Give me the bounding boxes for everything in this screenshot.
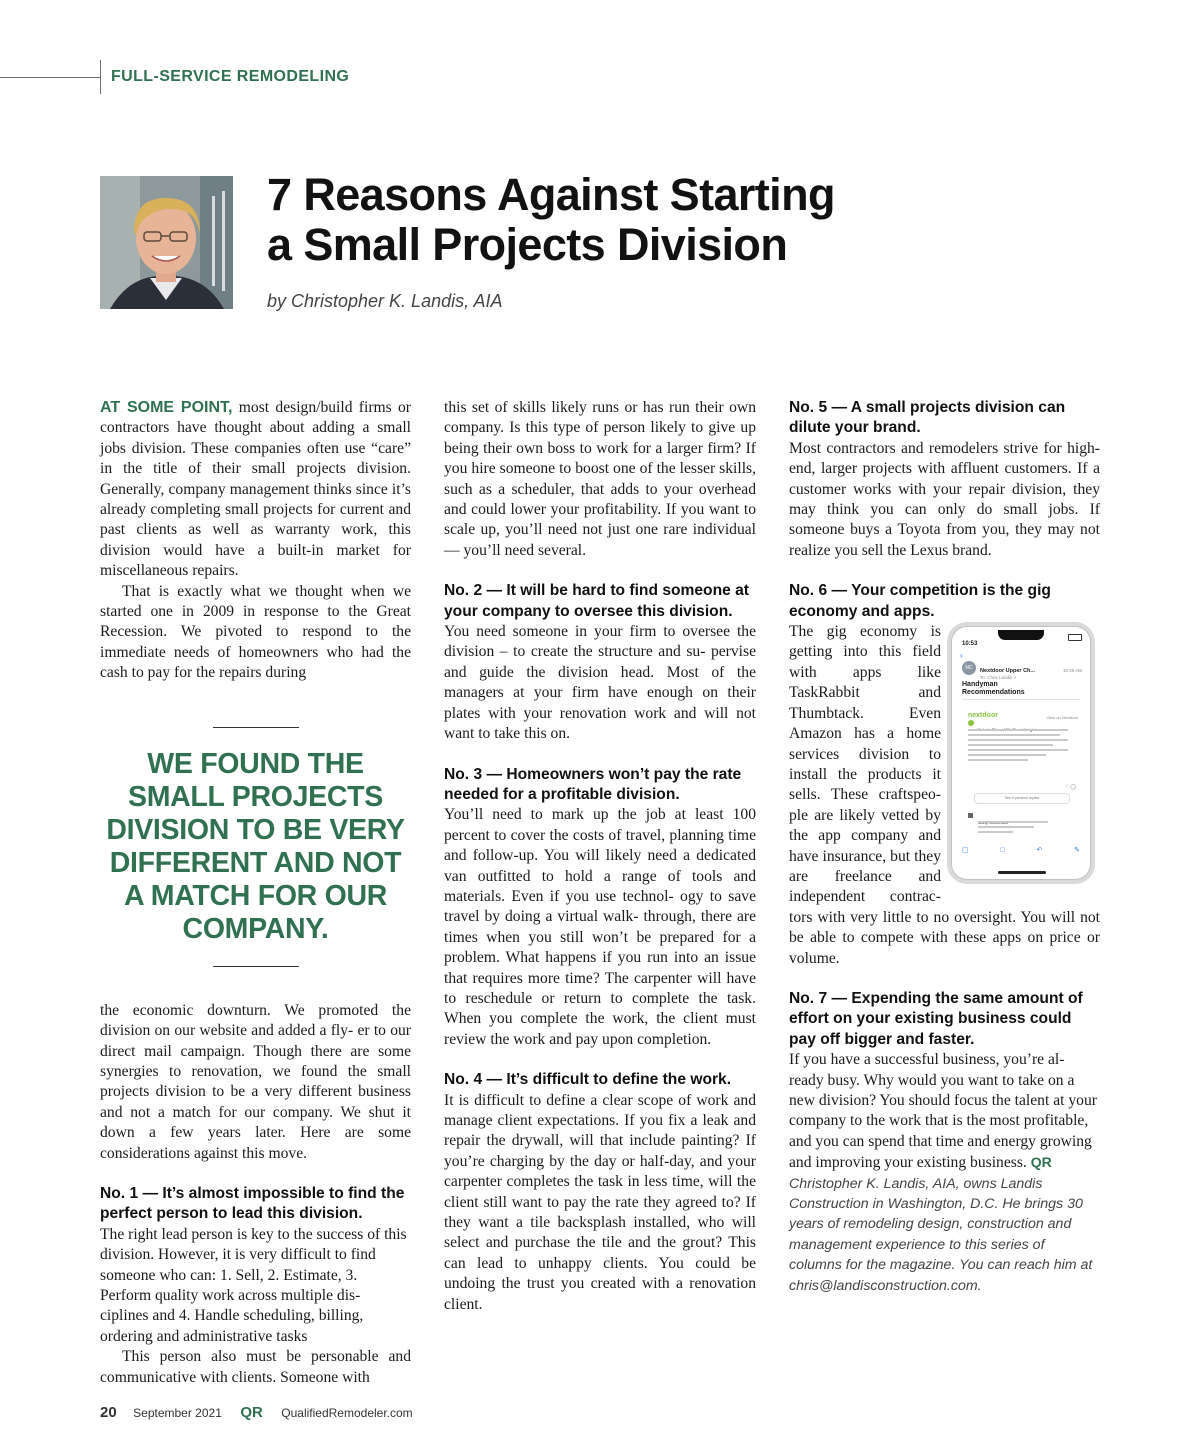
- article-title-line2: a Small Projects Division: [267, 219, 788, 270]
- reason-6-paragraph: The gig economy is getting into this field with apps like TaskRabbit and Thumbtack. Even Amazon has a home services division to install the products it sells. These craftspeo- ple are likely vetted by the app company and have insurance, but they are freelance and independent contrac- tors with very little to no oversight. You will not be able to compete with these apps on price or volume.: [789, 623, 1100, 967]
- folder-icon[interactable]: □: [1000, 846, 1005, 854]
- section-label: FULL-SERVICE REMODELING: [111, 68, 350, 85]
- intro-paragraph-2: That is exactly what we thought when we started one in 2009 in response to the Great Recession. We pivoted to respond to the immediate needs of homeowners who had the cash to pay for the repairs during: [100, 582, 411, 682]
- section-rule: [0, 77, 100, 78]
- column-3: [789, 398, 1100, 1296]
- reason-6-heading: No. 6 — Your competition is the gig economy and apps.: [789, 582, 1051, 620]
- reason-2-paragraph: You need someone in your firm to oversee the division – to create the structure and su- pervise and guide the division head. Most of the managers at your firm have enough on their plates with your renovation work and will not want to take this on.: [444, 623, 756, 743]
- compose-icon[interactable]: ✎: [1074, 846, 1080, 854]
- pull-quote-text: WE FOUND THE SMALL PROJECTS DIVISION TO BE VERY DIFFERENT AND NOT A MATCH FOR OUR COMPANY.: [106, 747, 405, 945]
- reason-5-paragraph: Most contractors and remodelers strive for high-end, larger projects with affluent customers. If a customer works with your repair division, they may think you can only do small jobs. If someone buys a Toyota from you, they may not realize you sell the Lexus brand.: [789, 439, 1100, 559]
- reason-2-heading: No. 2 — It will be hard to find someone at your company to oversee this division.: [444, 582, 749, 620]
- email-recipient: To: Chris Landis >: [980, 675, 1017, 681]
- magazine-logo: QR: [240, 1404, 263, 1421]
- reason-3-paragraph: You’ll need to mark up the job at least 100 percent to cover the costs of travel, planning time and follow-up. You will likely need a dedicated van outfitted to hold a range of tools and materials. Even if you use technol- ogy to save travel by doing a virtual walk- through, there are times when you still won’t be prepared for a problem. What happens if you run into an issue that requires more time? The carpenter will have to reschedule or return to complete the task. When you complete the work, the client must review the work and pay upon completion.: [444, 806, 756, 1048]
- reason-7-paragraph: [789, 1050, 1100, 1173]
- reason-3-heading: No. 3 — Homeowners won’t pay the rate needed for a profitable division.: [444, 765, 742, 803]
- magazine-website: QualifiedRemodeler.com: [281, 1406, 413, 1420]
- email-subject-line1: Handyman: [962, 681, 998, 689]
- reason-5-heading: No. 5 — A small projects division can dilute your brand.: [789, 399, 1066, 437]
- sender-avatar: NC: [962, 661, 976, 675]
- email-subject: [962, 681, 1025, 697]
- article-title-line1: 7 Reasons Against Starting: [267, 169, 835, 220]
- reply-icon[interactable]: ↶: [1036, 846, 1043, 854]
- see-replies-button[interactable]: See 9 previous replies: [974, 793, 1070, 804]
- nextdoor-logo: nextdoor: [968, 712, 998, 720]
- reason-1-heading: No. 1 — It’s almost impossible to find the perfect person to lead this division.: [100, 1184, 405, 1223]
- intro-paragraph-3: the economic downturn. We promoted the division on our website and added a fly- er to our direct mail campaign. Though there are some synergies to renovation, we found the small projects division to be a very different business and not a match for our company. We shut it down a few years later. Here are some considerations against this move.: [100, 1001, 411, 1162]
- like-comment-icons[interactable]: ♡ ◯: [1064, 784, 1076, 791]
- lead-in: AT SOME POINT,: [100, 399, 233, 416]
- email-time: 10:45 AM: [1062, 668, 1082, 674]
- battery-icon: [1068, 634, 1082, 641]
- author-photo: [100, 176, 233, 309]
- trash-icon[interactable]: ▢: [962, 846, 969, 854]
- phone-frame: [947, 622, 1095, 884]
- mail-toolbar: [962, 841, 1080, 861]
- pull-quote-top-rule: [213, 727, 299, 728]
- author-bio: Christopher K. Landis, AIA, owns Landis Construction in Washington, D.C. He brings 30 years of remodeling design, construction and management experience to this series of columns for the magazine. You can reach him at chris@landisconstruction.com.: [789, 1175, 1093, 1294]
- reason-7-heading: No. 7 — Expending the same amount of effort on your existing business could pay off bigger and faster.: [789, 989, 1083, 1048]
- pull-quote: [100, 727, 411, 967]
- reason-1-paragraph-3: this set of skills likely runs or has run their own company. Is this type of person likely to give up being their own boss to work for a larger firm? If you hire someone to boost one of the lesser skills, such as a scheduler, that adds to your overhead and could lower your profitability. If you want to scale up, you’ll need not just one rare individual— you’ll need several.: [444, 399, 756, 559]
- article-title: [267, 170, 835, 270]
- intro-paragraph-1: [100, 398, 411, 582]
- article-byline: by Christopher K. Landis, AIA: [267, 291, 503, 311]
- section-divider: [100, 60, 101, 94]
- phone-screen: [951, 626, 1091, 880]
- reply-avatar: [968, 813, 973, 818]
- reason-1-paragraph-2: This person also must be personable and communicative with clients. Someone with: [100, 1348, 411, 1386]
- page-number: 20: [100, 1404, 117, 1421]
- reason-1-paragraph-1: The right lead person is key to the success of this division. However, it is very difficult to find someone who can: 1. Sell, 2. Estimate, 3. Perform quality work across multiple dis- ciplines and 4. Handle scheduling, billing, ordering and administrative tasks: [100, 1225, 407, 1345]
- phone-image: [947, 622, 1100, 888]
- reason-4-paragraph: It is difficult to define a clear scope of work and manage client expectations. If you fix a leak and repair the drywall, will that include painting? If you’re charging by the day or half-day, and your carpenter completes the task in less time, will the client still want to pay the rate they agreed to? If they want a tile backsplash installed, who will select and purchase the tile and the grout? This can lead to unhappy clients. You could be undoing the trust you created with a renovation client.: [444, 1091, 756, 1313]
- email-subject-line2: Recommendations: [962, 689, 1025, 697]
- author-portrait-image: [100, 176, 233, 309]
- reason-7-text: If you have a successful business, you’re al- ready busy. Why would you want to take on a new division? You should focus the talent at your company to the work that is the most profitable, and you can spend that time and energy growing and improving your existing business.: [789, 1051, 1097, 1172]
- view-on-nextdoor-link[interactable]: View on Nextdoor: [1046, 715, 1078, 721]
- reply-text-lines: [978, 821, 1048, 833]
- post-text-lines: [968, 729, 1068, 761]
- column-1: [100, 398, 411, 1388]
- pull-quote-bottom-rule: [213, 966, 299, 967]
- home-indicator: [998, 871, 1046, 874]
- page-footer: [100, 1404, 413, 1422]
- back-chevron-icon: ‹: [960, 651, 963, 661]
- phone-notch: [998, 630, 1044, 640]
- intro-text-1: most design/build firms or contractors have thought about adding a small jobs division. These companies often use “care” in the title of their small projects division. Generally, company management thinks since it’s already completing small projects for current and past clients as well as warranty work, this division would have a built-in market for miscellaneous repairs.: [100, 399, 411, 580]
- end-mark: QR: [1030, 1154, 1052, 1171]
- email-sender: Nextdoor Upper Ch...: [980, 668, 1036, 675]
- reason-4-heading: No. 4 — It’s difficult to define the work.: [444, 1071, 732, 1089]
- issue-date: September 2021: [133, 1406, 222, 1420]
- column-2: [444, 398, 756, 1315]
- phone-clock: 10:53: [962, 641, 978, 648]
